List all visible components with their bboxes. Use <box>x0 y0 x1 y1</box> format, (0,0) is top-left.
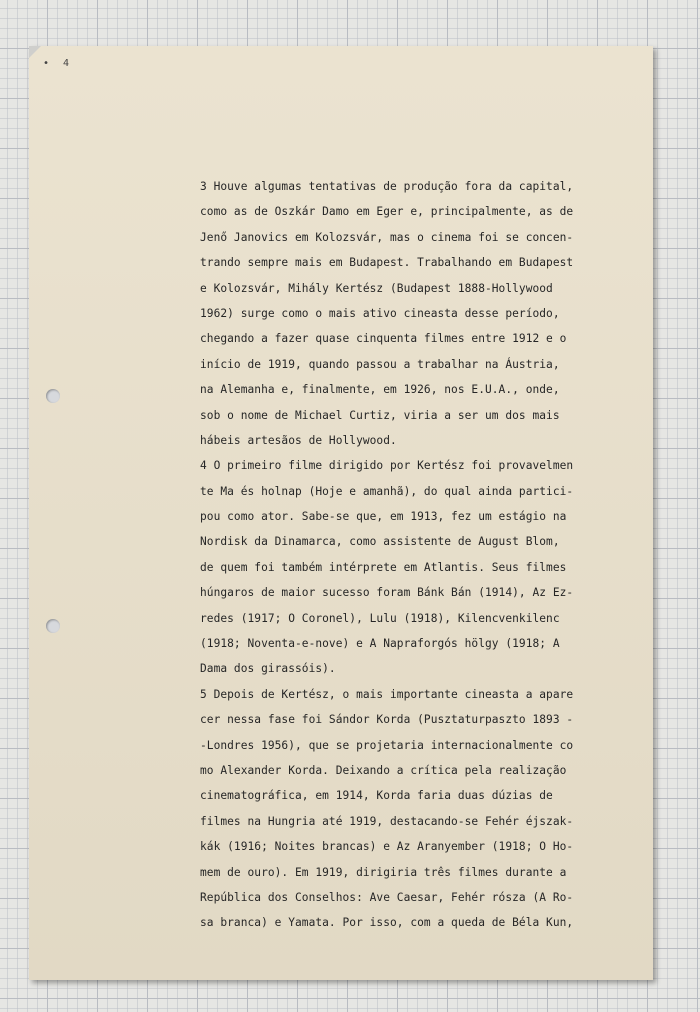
text-line: Jenő Janovics em Kolozsvár, mas o cinema foi se concen- <box>200 230 574 244</box>
text-line: 4 O primeiro filme dirigido por Kertész foi provavelmen <box>200 459 574 473</box>
text-line: hábeis artesãos de Hollywood. <box>200 433 397 447</box>
text-line: redes (1917; O Coronel), Lulu (1918), Kilencvenkilenc <box>200 611 560 625</box>
text-line: sa branca) e Yamata. Por isso, com a queda de Béla Kun, <box>200 916 574 930</box>
text-line: sob o nome de Michael Curtiz, viria a ser um dos mais <box>200 408 560 422</box>
text-line: -Londres 1956), que se projetaria internacionalmente co <box>200 738 574 752</box>
typewritten-page <box>29 46 653 980</box>
text-line: República dos Conselhos: Ave Caesar, Fehér rósza (A Ro- <box>200 890 574 904</box>
text-line: trando sempre mais em Budapest. Trabalhando em Budapest <box>200 256 574 270</box>
text-line: 1962) surge como o mais ativo cineasta desse período, <box>200 306 560 320</box>
text-line: 3 Houve algumas tentativas de produção fora da capital, <box>200 180 574 193</box>
text-line: Nordisk da Dinamarca, como assistente de August Blom, <box>200 535 560 549</box>
text-line: cinematográfica, em 1914, Korda faria duas dúzias de <box>200 789 553 803</box>
text-line: início de 1919, quando passou a trabalhar na Áustria, <box>200 357 560 371</box>
text-line: na Alemanha e, finalmente, em 1926, nos E.U.A., onde, <box>200 383 560 397</box>
punch-hole <box>46 389 60 403</box>
text-line: (1918; Noventa-e-nove) e A Napraforgós hölgy (1918; A <box>200 637 560 651</box>
corner-marks: • 4 <box>43 58 74 69</box>
text-line: kák (1916; Noites brancas) e Az Aranyember (1918; O Ho- <box>200 840 574 854</box>
text-line: Dama dos girassóis). <box>200 662 336 676</box>
text-line: filmes na Hungria até 1919, destacando-se Fehér éjszak- <box>200 814 574 828</box>
text-line: mem de ouro). Em 1919, dirigiria três filmes durante a <box>200 865 567 879</box>
text-line: cer nessa fase foi Sándor Korda (Pusztaturpaszto 1893 - <box>200 713 574 727</box>
text-line: te Ma és holnap (Hoje e amanhã), do qual ainda partici- <box>200 484 574 498</box>
text-line: como as de Oszkár Damo em Eger e, principalmente, as de <box>200 205 574 219</box>
punch-hole <box>46 619 60 633</box>
text-line: de quem foi também intérprete em Atlantis. Seus filmes <box>200 560 567 574</box>
text-line: pou como ator. Sabe-se que, em 1913, fez um estágio na <box>200 510 567 524</box>
text-line: 5 Depois de Kertész, o mais importante cineasta a apare <box>200 687 574 701</box>
text-line: mo Alexander Korda. Deixando a crítica pela realização <box>200 763 567 777</box>
text-line: e Kolozsvár, Mihály Kertész (Budapest 1888-Hollywood <box>200 281 553 295</box>
typed-text-block <box>200 174 620 936</box>
text-line: chegando a fazer quase cinquenta filmes entre 1912 e o <box>200 332 567 346</box>
text-line: húngaros de maior sucesso foram Bánk Bán (1914), Az Ez- <box>200 586 574 600</box>
folded-corner <box>29 46 41 58</box>
